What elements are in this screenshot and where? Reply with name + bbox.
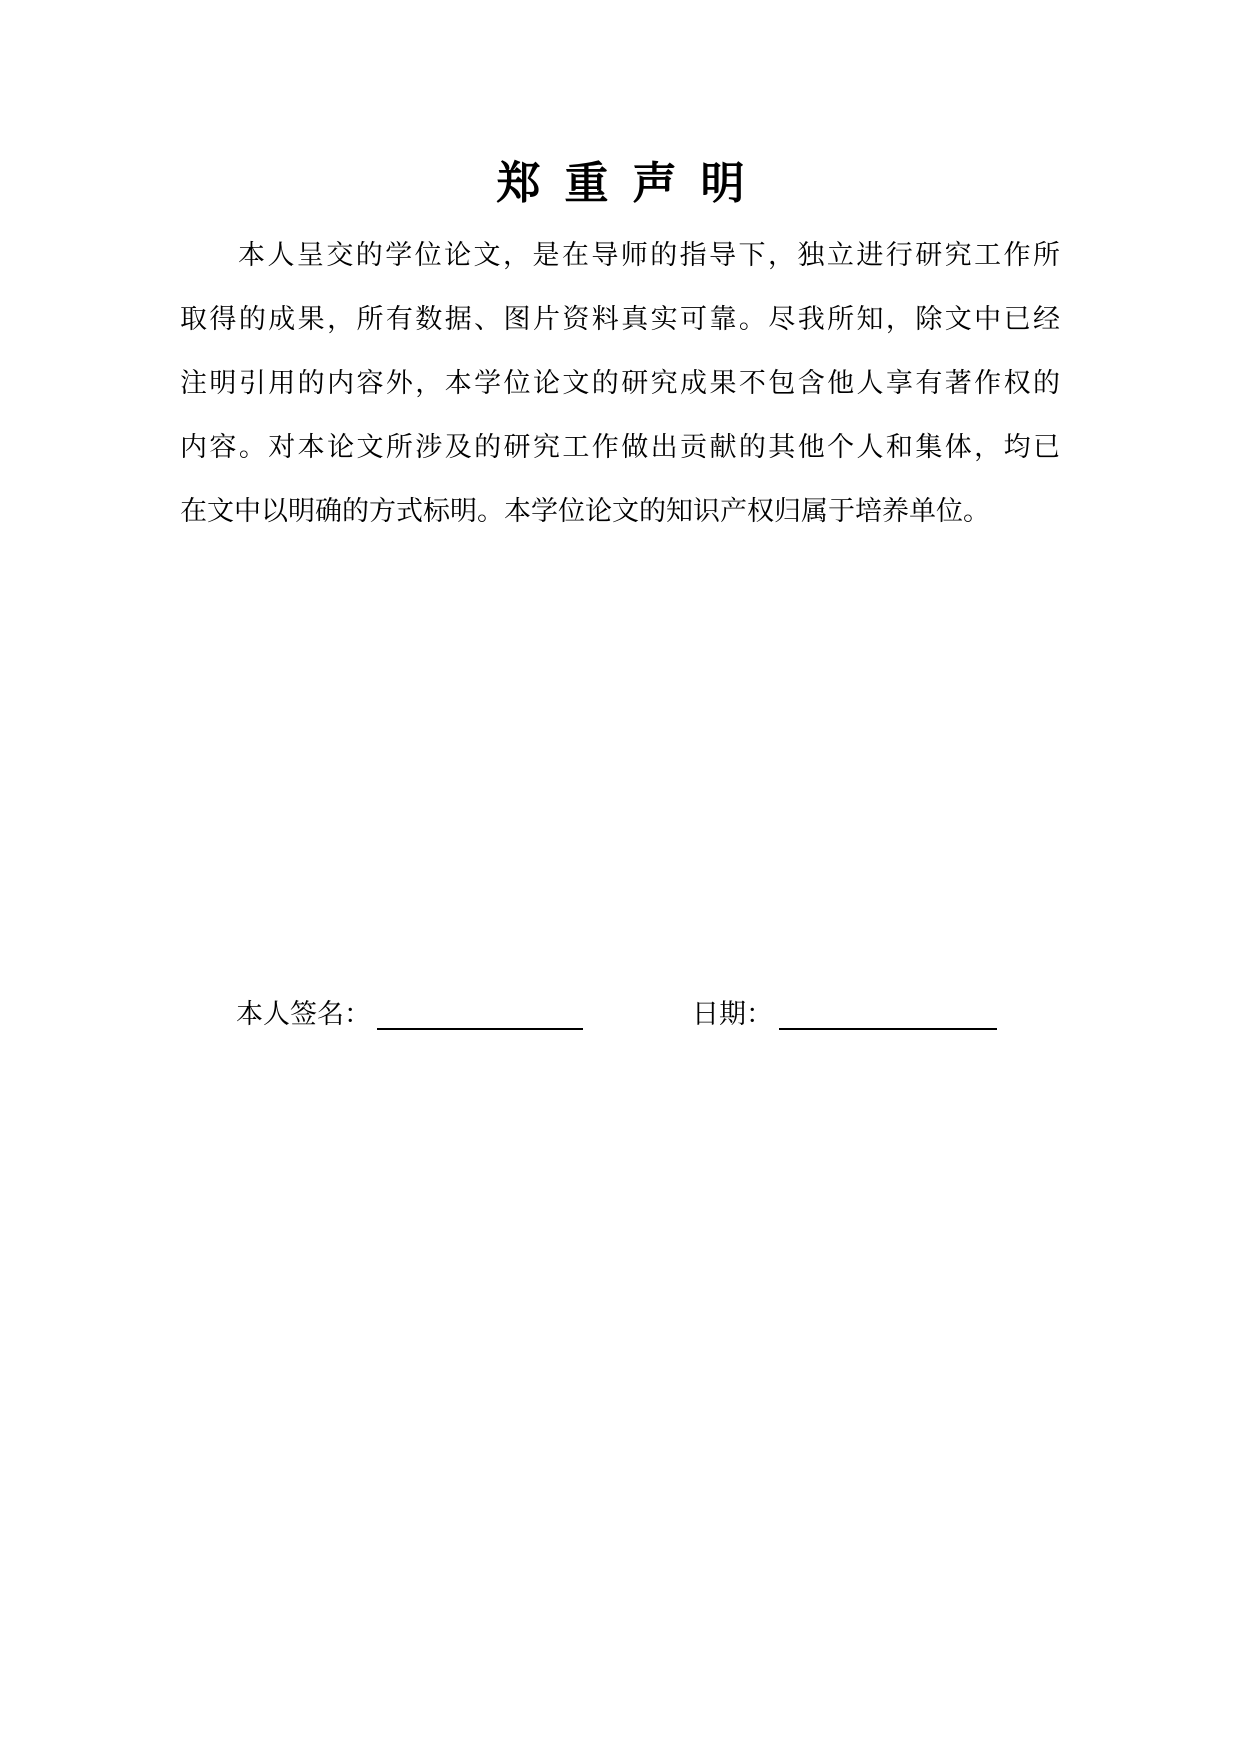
page-title: 郑重声明 bbox=[496, 158, 769, 209]
declaration-line: 在文中以明确的方式标明。本学位论文的知识产权归属于培养单位。 bbox=[180, 496, 990, 527]
declaration-line: 注明引用的内容外，本学位论文的研究成果不包含他人享有著作权的 bbox=[180, 368, 1060, 399]
signature-label: 本人签名： bbox=[236, 999, 371, 1030]
signature-field[interactable] bbox=[377, 990, 583, 1030]
date-block bbox=[692, 990, 997, 1040]
declaration-line: 取得的成果，所有数据、图片资料真实可靠。尽我所知，除文中已经 bbox=[180, 304, 1060, 335]
declaration-line: 本人呈交的学位论文，是在导师的指导下，独立进行研究工作所 bbox=[238, 240, 1060, 271]
signature-block bbox=[236, 990, 583, 1040]
declaration-body bbox=[180, 224, 1060, 544]
date-label: 日期： bbox=[692, 999, 773, 1030]
date-field[interactable] bbox=[779, 990, 997, 1030]
declaration-line: 内容。对本论文所涉及的研究工作做出贡献的其他个人和集体，均已 bbox=[180, 432, 1060, 463]
